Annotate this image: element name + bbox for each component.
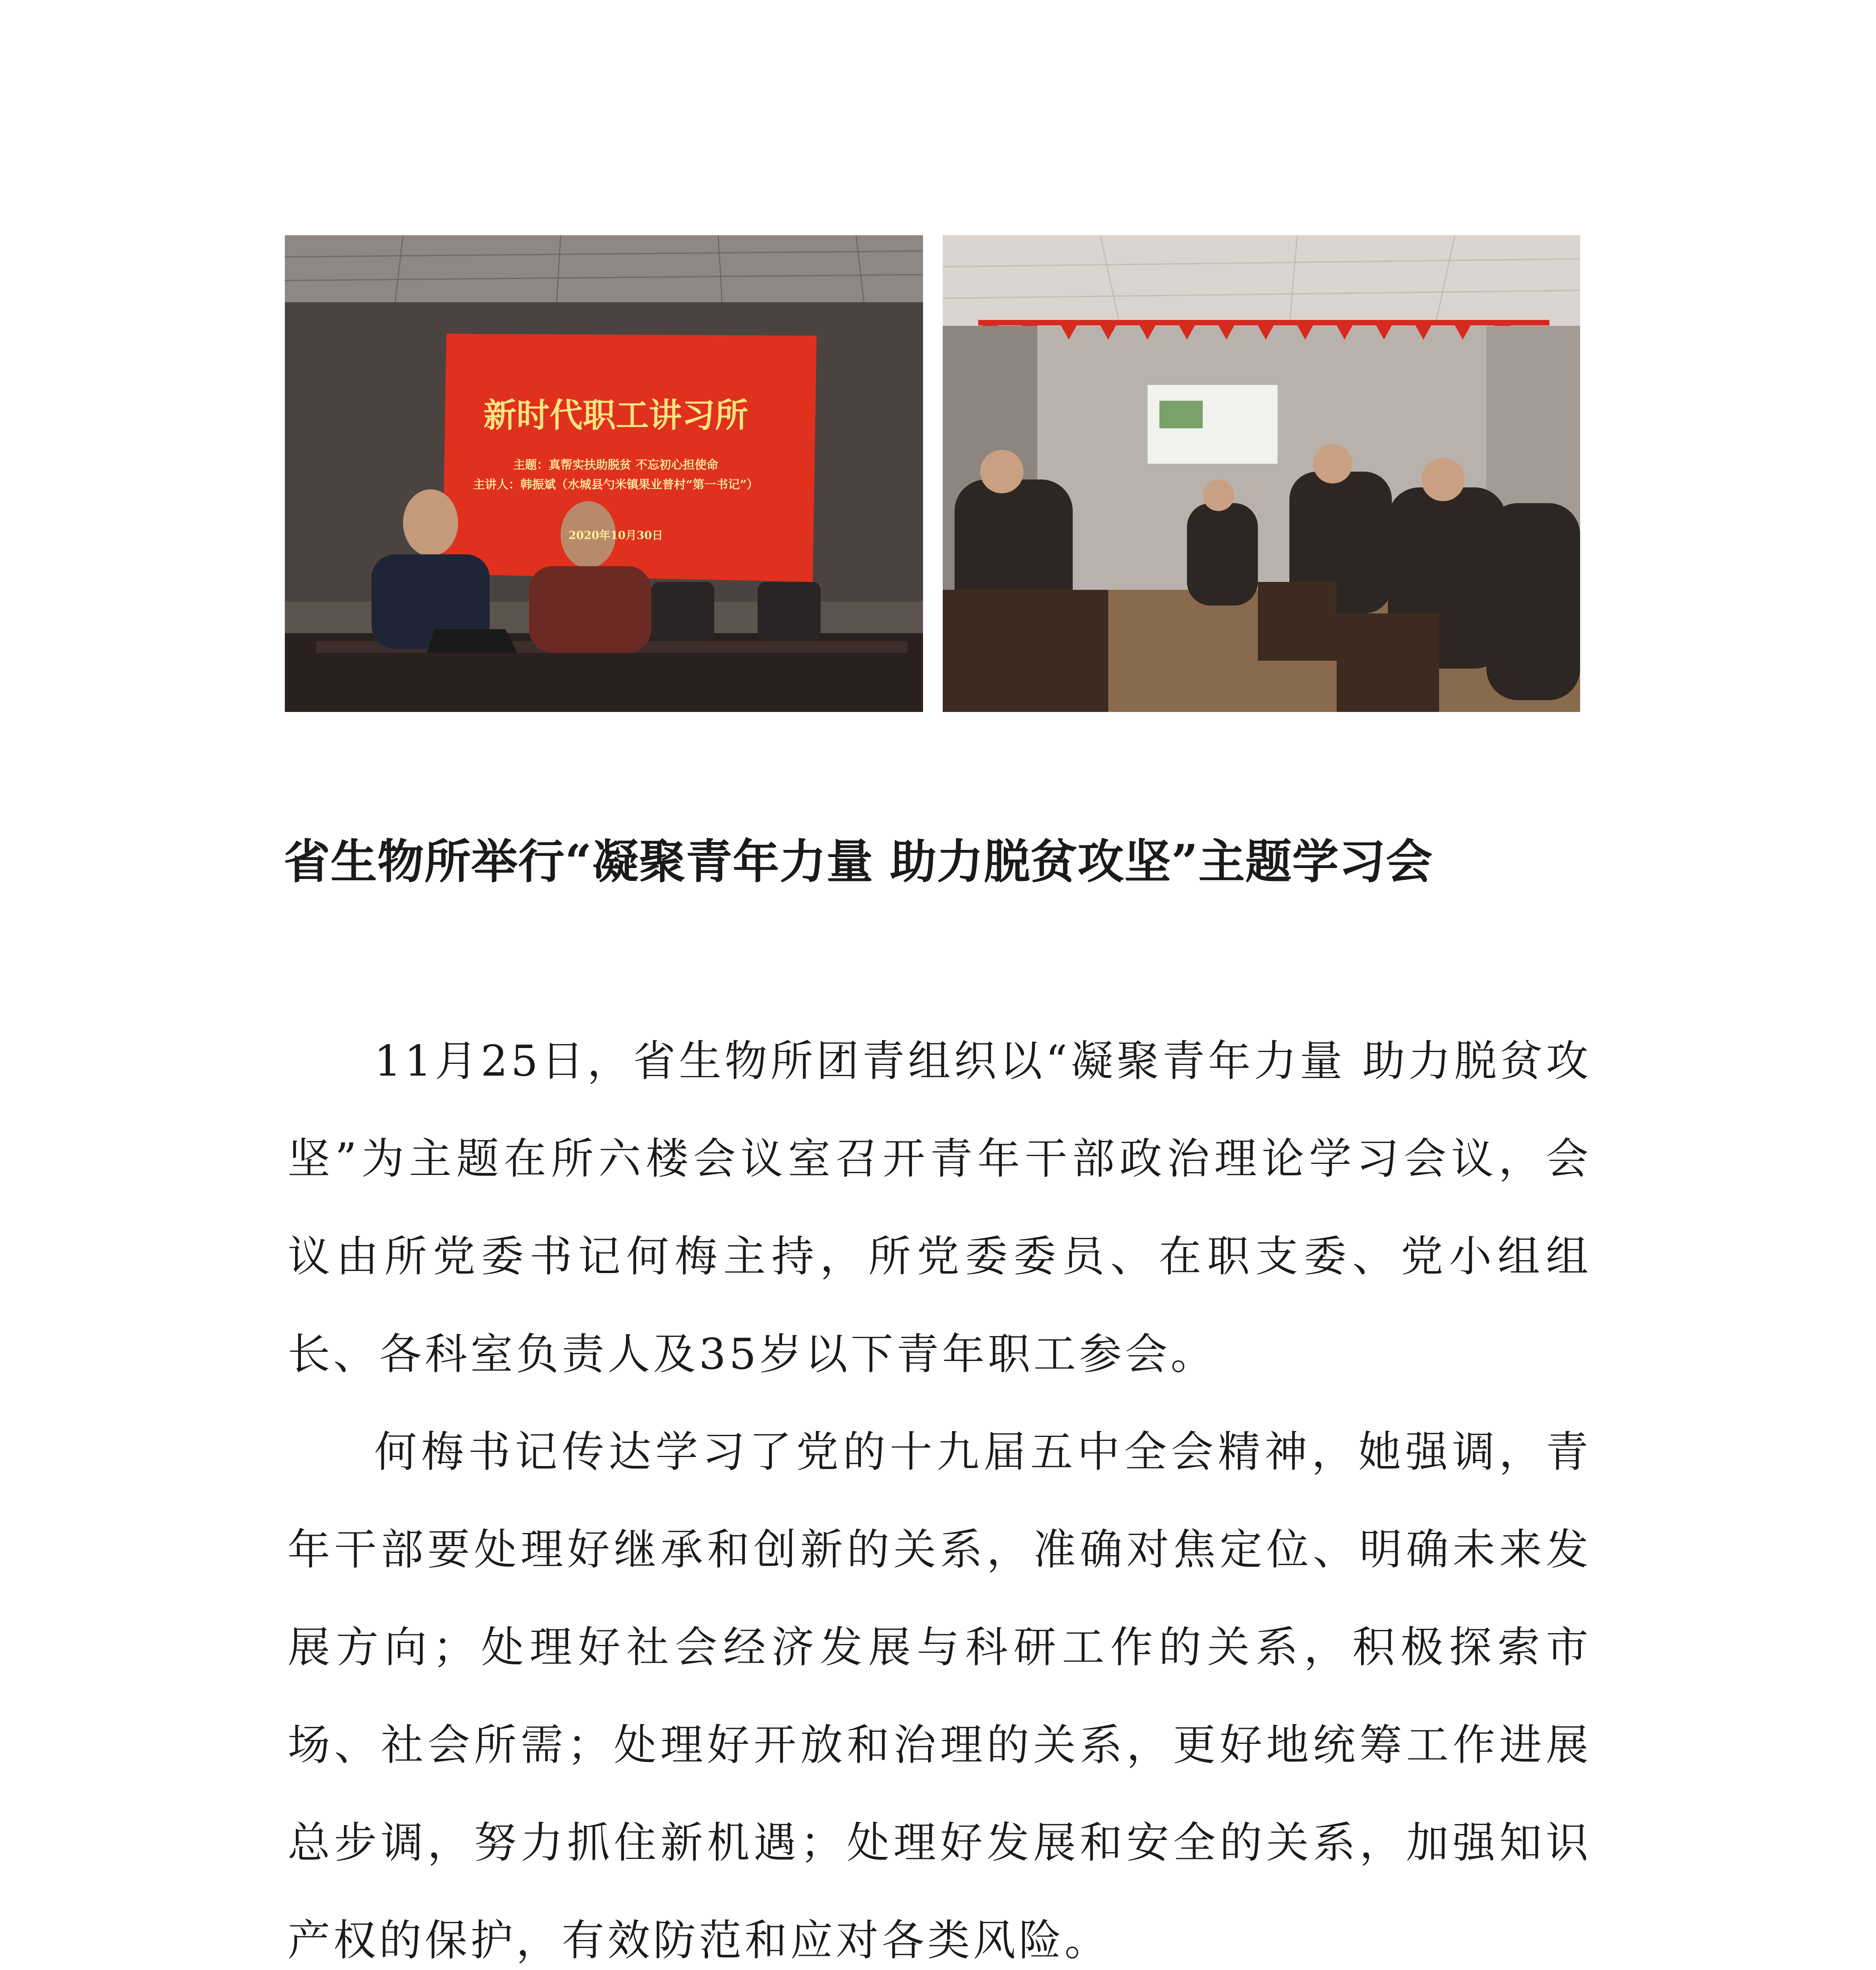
slide-theme: 主题：真帮实扶助脱贫 不忘初心担使命 [513,458,719,472]
slide-date: 2020年10月30日 [568,529,663,542]
meeting-room-photo [943,235,1580,712]
article-paragraph-2: 何梅书记传达学习了党的十九届五中全会精神，她强调，青年干部要处理好继承和创新的关系，准确对焦定位、明确未来发展方向；处理好社会经济发展与科研工作的关系，积极探索市场、社会所需；处理好开放和治理的关系，更好地统筹工作进展总步调，努力抓住新机遇；处理好发展和安全的关系，加强知识产权的保护，有效防范和应对各类风险。 [288,1427,1592,1965]
lecture-photo [285,235,923,712]
article-paragraph-1: 11月25日，省生物所团青组织以“凝聚青年力量 助力脱贫攻坚”为主题在所六楼会议室召开青年干部政治理论学习会议，会议由所党委书记何梅主持，所党委委员、在职支委、党小组组长、各科室负责人及35岁以下青年职工参会。 [288,1037,1592,1379]
article-headline: 省生物所举行“凝聚青年力量 助力脱贫攻坚”主题学习会 [284,834,1433,889]
lecture-photo-scene [285,235,923,712]
slide-title: 新时代职工讲习所 [483,396,748,435]
meeting-room-scene [943,235,1580,712]
slide-speaker: 主讲人：韩振斌（水城县勺米镇果业普村“第一书记”） [473,478,759,492]
